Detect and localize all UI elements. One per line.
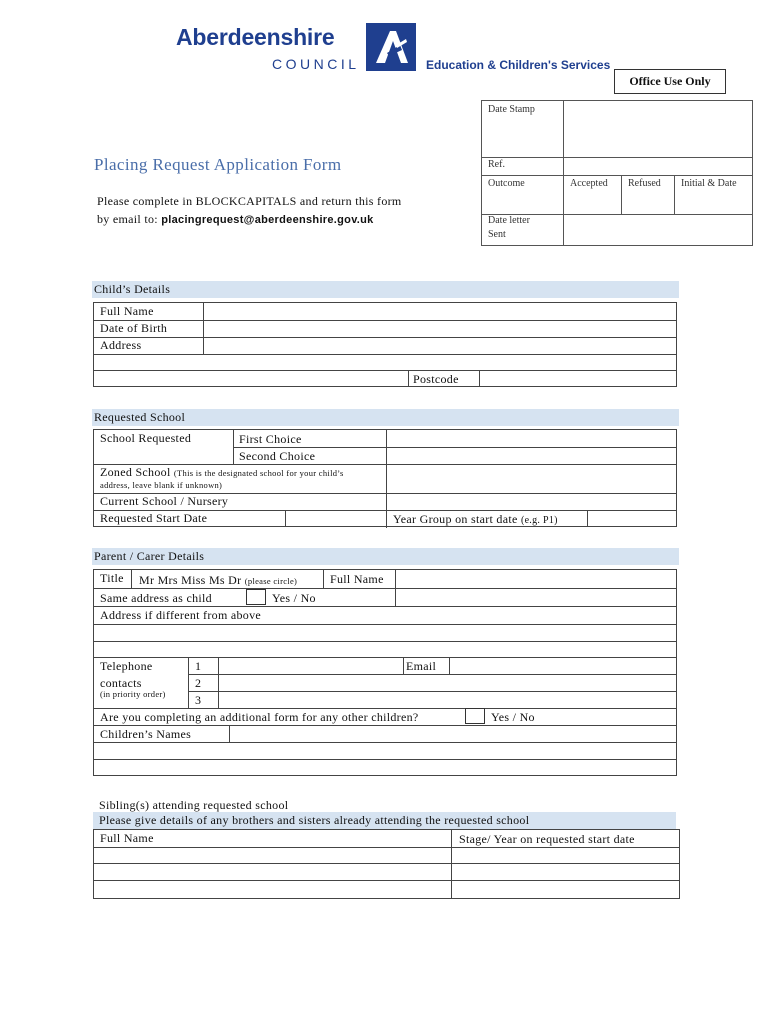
child-dob-label: Date of Birth [100,321,168,335]
second-choice-field[interactable] [387,447,677,464]
child-address-field[interactable] [204,337,676,354]
year-group-example: (e.g. P1) [520,515,558,526]
child-postcode-label: Postcode [413,372,459,386]
sibling-stage-header: Stage/ Year on requested start date [459,832,635,846]
sibling-2-name-field[interactable] [94,863,451,880]
parent-full-name-field[interactable] [396,570,676,588]
ref-label: Ref. [488,159,505,170]
zoned-school-field[interactable] [387,464,677,493]
zoned-school-note-1: (This is the designated school for your child’s [173,468,344,478]
first-choice-label: First Choice [239,432,302,446]
phone-number-1: 1 [195,659,202,673]
instructions [97,192,402,229]
additional-form-checkbox[interactable] [465,708,485,724]
same-address-yes-no[interactable]: Yes / No [272,591,316,605]
sibling-1-name-field[interactable] [94,847,451,863]
office-use-grid [481,100,753,246]
sibling-table [93,829,680,899]
contacts-label: contacts [100,676,142,690]
refused-label: Refused [628,178,661,189]
phone-3-field[interactable] [219,691,676,708]
sibling-3-stage-field[interactable] [452,880,679,898]
parent-email-field[interactable] [450,657,676,674]
school-requested-label: School Requested [100,431,192,445]
accepted-label: Accepted [570,178,608,189]
child-postcode-field[interactable] [480,371,676,387]
parent-address-field[interactable] [94,624,676,657]
address-different-label: Address if different from above [100,608,262,622]
sibling-2-stage-field[interactable] [452,863,679,880]
second-choice-label: Second Choice [239,449,316,463]
sibling-3-name-field[interactable] [94,880,451,898]
phone-2-field[interactable] [219,674,676,691]
instructions-line-2: by email to: [97,212,162,226]
council-logo-name: Aberdeenshire [176,24,335,50]
instructions-line-1: Please complete in BLOCKCAPITALS and return this form [97,194,402,208]
year-group-text: Year Group on start date [393,512,518,526]
zoned-school-text: Zoned School [100,465,171,479]
parent-title-options[interactable] [139,573,297,588]
childrens-names-field[interactable] [230,725,676,742]
sibling-full-name-header: Full Name [100,831,154,845]
same-address-checkbox[interactable] [246,589,266,605]
form-title: Placing Request Application Form [94,155,342,174]
parent-email-label: Email [406,659,437,673]
telephone-label: Telephone [100,659,153,673]
parent-title-label: Title [100,571,124,585]
date-stamp-label: Date Stamp [488,104,535,115]
parent-full-name-label: Full Name [330,572,384,586]
sibling-section-title: Sibling(s) attending requested school [99,798,289,812]
sibling-1-stage-field[interactable] [452,847,679,863]
parent-details-table [93,569,677,776]
outcome-label: Outcome [488,178,525,189]
childs-details-table [93,302,677,387]
childrens-names-label: Children’s Names [100,727,192,741]
year-group-label [393,512,558,527]
phone-number-2: 2 [195,676,202,690]
childs-details-header: Child’s Details [92,281,679,298]
council-logo-subtitle: COUNCIL [272,56,360,72]
requested-school-table [93,429,677,527]
priority-order-note: (in priority order) [100,689,166,699]
additional-form-yes-no[interactable]: Yes / No [491,710,535,724]
current-school-label: Current School / Nursery [100,494,229,508]
same-address-label: Same address as child [100,591,212,605]
zoned-school-note-2: address, leave blank if unknown) [100,480,223,490]
child-full-name-field[interactable] [204,303,676,320]
childrens-names-extra-field[interactable] [94,742,676,776]
office-use-label: Office Use Only [614,69,726,94]
sent-label: Sent [488,229,506,240]
child-full-name-label: Full Name [100,304,154,318]
title-options-text: Mr Mrs Miss Ms Dr [139,573,242,587]
current-school-field[interactable] [387,493,677,510]
council-logo-mark [366,23,416,71]
child-dob-field[interactable] [204,320,676,337]
requested-start-date-label: Requested Start Date [100,511,208,525]
zoned-school-label [100,465,344,480]
circle-note: (please circle) [244,576,298,586]
child-address-label: Address [100,338,142,352]
date-letter-label: Date letter [488,215,530,226]
first-choice-field[interactable] [387,430,677,447]
parent-details-header: Parent / Carer Details [92,548,679,565]
phone-number-3: 3 [195,693,202,707]
sibling-section-header: Please give details of any brothers and sisters already attending the requested school [93,812,676,829]
department-name: Education & Children's Services [426,58,611,72]
requested-start-date-field[interactable] [286,510,386,527]
submission-email[interactable]: placingrequest@aberdeenshire.gov.uk [161,214,374,226]
additional-form-question: Are you completing an additional form for any other children? [100,710,419,724]
initial-date-label: Initial & Date [681,178,737,189]
requested-school-header: Requested School [92,409,679,426]
phone-1-field[interactable] [219,657,403,674]
year-group-field[interactable] [588,510,677,527]
